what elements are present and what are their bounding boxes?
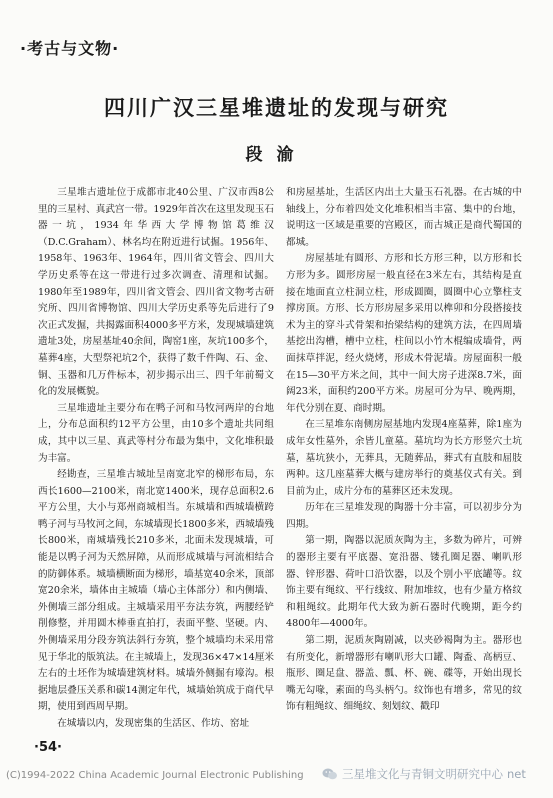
copyright-line: (C)1994-2022 China Academic Journal Electronic Publishing [6,770,304,781]
article-author: 段渝 [245,145,308,165]
wechat-icon [322,767,338,781]
paragraph: 第二期，泥质灰陶剧减，以夹砂褐陶为主。器形也有所变化，新增器形有喇叭形大口罐、陶盉、高柄豆、瓶形、圈足盘、器盖、瓢、杯、碗、碟等，开始出现长嘴无勾喙，素面的鸟头柄勺。纹饰也有增多，常见的纹饰有粗绳纹、细绳纹、刻划纹、戳印 [286,635,522,713]
paragraph: 三星堆遗址主要分布在鸭子河和马牧河两岸的台地上，分布总面积约12平方公里，由10多个遗址共同组成，其中以三星、真武等村分布最为集中，文化堆积最为丰富。 [38,402,274,464]
right-column [286,185,522,716]
watermark [322,766,526,782]
paragraph: 经勘查，三星堆古城址呈南宽北窄的梯形布局，东西长1600—2100米，南北宽1400米，现存总面积2.6平方公里，大小与郑州商城相当。东城墙和西城墙横跨鸭子河与马牧河之间，东城墙现长1800多米，西城墙残长800米，南城墙残长210多米，北面未发现城墙，可能是以鸭子河为天然屏障，从而形成城墙与河流相结合的防御体系。城墙横断面为梯形，墙基宽40余米，顶部宽20余米，墙体由主城墙（墙心主体部分）和内侧墙、外侧墙三部分组成。主城墙采用平夯法夯筑，两腰经铲削修整，并用圆木棒垂直拍打，表面平整、坚硬。内、外侧墙采用分段夯筑法斜行夯筑，整个城墙均未采用常见于华北的版筑法。在主城墙上，发现36×47×14厘米左右的土坯作为城墙建筑材料。城墙外侧掘有壕沟。根据地层叠压关系和碳14测定年代，城墙始筑成于商代早期，使用到西周早期。 [38,469,274,713]
page-number: ·54· [34,740,62,755]
paragraph: 在三星堆东南侧房屋基地内发现4座墓葬，除1座为成年女性墓外，余皆儿童墓。墓坑均为长方形竖穴土坑墓，墓坑狭小，无葬具，无随葬品，葬式有直肢和屈肢两种。这几座墓葬大概与建房举行的奠基仪式有关。到目前为止，成片分布的墓葬区还未发现。 [286,419,522,497]
paragraph: 第一期，陶器以泥质灰陶为主，多数为碎片，可辨的器形主要有平底器、宽沿器、镂孔圈足器、喇叭形器、锌形器、荷叶口沿饮器，以及个别小平底罐等。纹饰主要有绳纹、平行线纹、附加堆纹，也有少量方格纹和粗绳纹。此期年代大致为新石器时代晚期，距今约4800年—4000年。 [286,535,522,630]
section-label: ·考古与文物· [20,39,120,58]
paragraph: 和房屋基址，生活区内出土大量玉石礼器。在古城的中轴线上，分布着四处文化堆积相当丰富、集中的台地，说明这一区域是重要的宫殿区，而古城正是商代蜀国的都城。 [286,187,522,248]
paragraph: 房屋基址有圆形、方形和长方形三种，以方形和长方形为多。圆形房屋一般直径在3米左右，其结构是直接在地面直立柱洞立柱，形成圆圈，圆圈中心立擎柱支撑房顶。方形、长方形房屋多采用以榫卯和分段搭接技术为主的穿斗式骨架和抬梁结构的建筑方法，在四周墙基挖出沟槽，槽中立柱，柱间以小竹木棍编成墙骨，两面抹草拌泥，经火烧烤，形成木骨泥墙。房屋面积一般在15—30平方米之间，其中一间大房子进深8.7米，面阔23米，面积约200平方米。房屋可分为早、晚两期，年代分别在夏、商时期。 [286,253,522,414]
watermark-suffix: net [507,767,526,781]
watermark-text: 三星堆文化与青铜文明研究中心 [342,767,503,781]
paragraph: 三星堆古遗址位于成都市北40公里、广汉市西8公里的三星村、真武宫一带。1929年首次在这里发现玉石器一坑，1934年华西大学博物馆葛维汉（D.C.Graham）、林名均在附近进行试掘。1956年、1958年、1963年、1964年，四川省文管会、四川大学历史系等在这一带进行过多次调查、清理和试掘。1980年至1989年，四川省文管会、四川省文物考古研究所、四川省博物馆、四川大学历史系等先后进行了9次正式发掘，共揭露面积4000多平方米，发现城墙建筑遗址3处，房屋基址40余间，陶窑1座，灰坑100多个，墓葬4座，大型祭祀坑2个，获得了数千件陶、石、金、铜、玉器和几万件标本，初步揭示出三、四千年前蜀文化的发展概貌。 [38,187,274,398]
left-column [38,185,274,733]
paragraph: 历年在三星堆发现的陶器十分丰富，可以初步分为四期。 [286,502,522,530]
paragraph: 在城墙以内，发现密集的生活区、作坊、窑址 [57,718,250,729]
article-title: 四川广汉三星堆遗址的发现与研究 [104,96,449,120]
